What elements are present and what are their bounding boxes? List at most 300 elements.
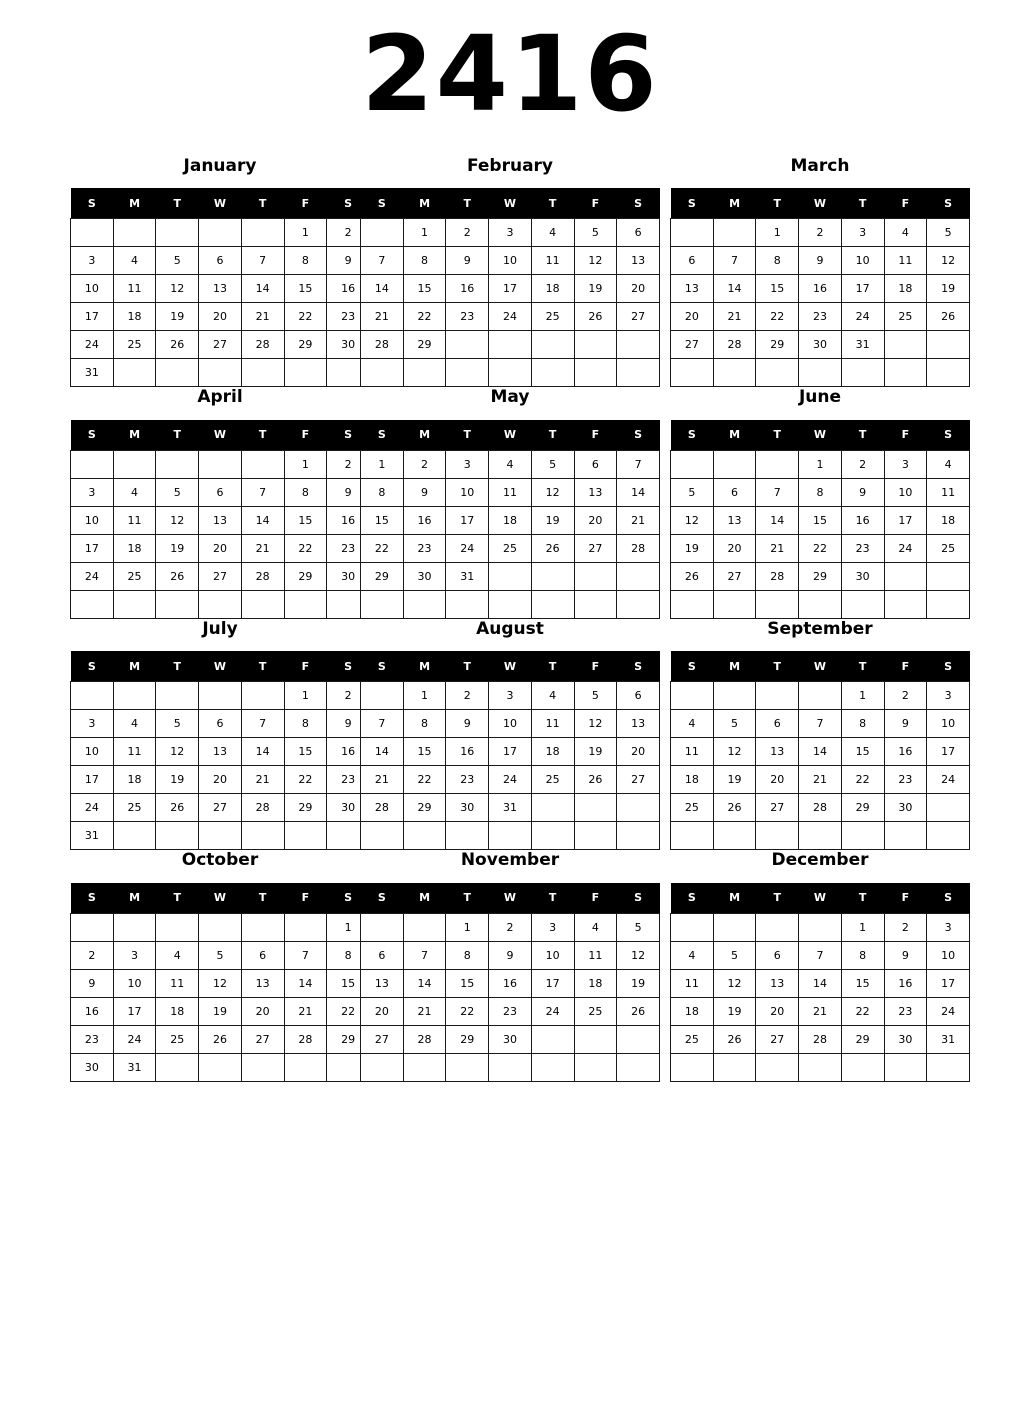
day-cell[interactable]: 30 xyxy=(403,562,446,590)
day-cell[interactable]: 17 xyxy=(446,506,489,534)
day-cell[interactable]: 25 xyxy=(113,794,156,822)
day-cell[interactable]: 6 xyxy=(617,682,660,710)
day-cell[interactable]: 2 xyxy=(884,913,927,941)
day-cell[interactable]: 30 xyxy=(489,1025,532,1053)
day-cell[interactable]: 21 xyxy=(713,303,756,331)
day-cell[interactable]: 1 xyxy=(403,219,446,247)
day-cell[interactable]: 13 xyxy=(671,275,714,303)
day-cell[interactable]: 22 xyxy=(361,534,404,562)
day-cell[interactable]: 20 xyxy=(671,303,714,331)
day-cell[interactable]: 1 xyxy=(446,913,489,941)
day-cell[interactable]: 22 xyxy=(403,766,446,794)
day-cell[interactable]: 8 xyxy=(756,247,799,275)
day-cell[interactable]: 31 xyxy=(489,794,532,822)
day-cell[interactable]: 10 xyxy=(71,275,114,303)
day-cell[interactable]: 19 xyxy=(713,766,756,794)
day-cell[interactable]: 2 xyxy=(799,219,842,247)
day-cell[interactable]: 25 xyxy=(489,534,532,562)
day-cell[interactable]: 26 xyxy=(574,303,617,331)
day-cell[interactable]: 2 xyxy=(446,219,489,247)
day-cell[interactable]: 9 xyxy=(799,247,842,275)
day-cell[interactable]: 30 xyxy=(884,1025,927,1053)
day-cell[interactable]: 7 xyxy=(403,941,446,969)
day-cell[interactable]: 24 xyxy=(927,997,970,1025)
day-cell[interactable]: 8 xyxy=(841,710,884,738)
day-cell[interactable]: 18 xyxy=(531,738,574,766)
day-cell[interactable]: 13 xyxy=(574,478,617,506)
day-cell[interactable]: 28 xyxy=(799,1025,842,1053)
day-cell[interactable]: 4 xyxy=(884,219,927,247)
day-cell[interactable]: 14 xyxy=(799,738,842,766)
day-cell[interactable]: 19 xyxy=(156,766,199,794)
day-cell[interactable]: 23 xyxy=(327,534,370,562)
day-cell[interactable]: 25 xyxy=(671,1025,714,1053)
day-cell[interactable]: 9 xyxy=(327,478,370,506)
day-cell[interactable]: 12 xyxy=(713,969,756,997)
day-cell[interactable]: 3 xyxy=(113,941,156,969)
day-cell[interactable]: 14 xyxy=(756,506,799,534)
day-cell[interactable]: 12 xyxy=(156,506,199,534)
day-cell[interactable]: 20 xyxy=(713,534,756,562)
day-cell[interactable]: 8 xyxy=(799,478,842,506)
day-cell[interactable]: 3 xyxy=(927,913,970,941)
day-cell[interactable]: 16 xyxy=(327,506,370,534)
day-cell[interactable]: 19 xyxy=(713,997,756,1025)
day-cell[interactable]: 18 xyxy=(531,275,574,303)
day-cell[interactable]: 1 xyxy=(799,450,842,478)
day-cell[interactable]: 4 xyxy=(531,219,574,247)
day-cell[interactable]: 20 xyxy=(361,997,404,1025)
day-cell[interactable]: 15 xyxy=(284,275,327,303)
day-cell[interactable]: 27 xyxy=(574,534,617,562)
day-cell[interactable]: 6 xyxy=(199,710,242,738)
day-cell[interactable]: 21 xyxy=(403,997,446,1025)
day-cell[interactable]: 18 xyxy=(156,997,199,1025)
day-cell[interactable]: 17 xyxy=(884,506,927,534)
day-cell[interactable]: 6 xyxy=(199,478,242,506)
day-cell[interactable]: 17 xyxy=(71,303,114,331)
day-cell[interactable]: 10 xyxy=(531,941,574,969)
day-cell[interactable]: 26 xyxy=(927,303,970,331)
day-cell[interactable]: 18 xyxy=(671,997,714,1025)
day-cell[interactable]: 5 xyxy=(617,913,660,941)
day-cell[interactable]: 23 xyxy=(884,766,927,794)
day-cell[interactable]: 13 xyxy=(199,738,242,766)
day-cell[interactable]: 26 xyxy=(156,794,199,822)
day-cell[interactable]: 23 xyxy=(884,997,927,1025)
day-cell[interactable]: 4 xyxy=(113,247,156,275)
day-cell[interactable]: 30 xyxy=(841,562,884,590)
day-cell[interactable]: 20 xyxy=(199,534,242,562)
day-cell[interactable]: 28 xyxy=(241,562,284,590)
day-cell[interactable]: 28 xyxy=(361,331,404,359)
day-cell[interactable]: 26 xyxy=(713,1025,756,1053)
day-cell[interactable]: 7 xyxy=(241,478,284,506)
day-cell[interactable]: 23 xyxy=(841,534,884,562)
day-cell[interactable]: 8 xyxy=(284,710,327,738)
day-cell[interactable]: 19 xyxy=(531,506,574,534)
day-cell[interactable]: 19 xyxy=(574,275,617,303)
day-cell[interactable]: 15 xyxy=(841,969,884,997)
day-cell[interactable]: 27 xyxy=(241,1025,284,1053)
day-cell[interactable]: 9 xyxy=(71,969,114,997)
day-cell[interactable]: 24 xyxy=(71,794,114,822)
day-cell[interactable]: 7 xyxy=(241,710,284,738)
day-cell[interactable]: 26 xyxy=(199,1025,242,1053)
day-cell[interactable]: 20 xyxy=(574,506,617,534)
day-cell[interactable]: 7 xyxy=(756,478,799,506)
day-cell[interactable]: 5 xyxy=(713,710,756,738)
day-cell[interactable]: 29 xyxy=(403,794,446,822)
day-cell[interactable]: 8 xyxy=(284,478,327,506)
day-cell[interactable]: 21 xyxy=(241,534,284,562)
day-cell[interactable]: 26 xyxy=(531,534,574,562)
day-cell[interactable]: 15 xyxy=(799,506,842,534)
day-cell[interactable]: 23 xyxy=(403,534,446,562)
day-cell[interactable]: 31 xyxy=(71,822,114,850)
day-cell[interactable]: 4 xyxy=(671,710,714,738)
day-cell[interactable]: 30 xyxy=(327,331,370,359)
day-cell[interactable]: 14 xyxy=(361,738,404,766)
day-cell[interactable]: 27 xyxy=(617,303,660,331)
day-cell[interactable]: 6 xyxy=(199,247,242,275)
day-cell[interactable]: 15 xyxy=(361,506,404,534)
day-cell[interactable]: 9 xyxy=(884,710,927,738)
day-cell[interactable]: 28 xyxy=(617,534,660,562)
day-cell[interactable]: 30 xyxy=(799,331,842,359)
day-cell[interactable]: 23 xyxy=(446,766,489,794)
day-cell[interactable]: 24 xyxy=(71,331,114,359)
day-cell[interactable]: 7 xyxy=(361,710,404,738)
day-cell[interactable]: 26 xyxy=(617,997,660,1025)
day-cell[interactable]: 28 xyxy=(284,1025,327,1053)
day-cell[interactable]: 25 xyxy=(531,303,574,331)
day-cell[interactable]: 30 xyxy=(884,794,927,822)
day-cell[interactable]: 12 xyxy=(617,941,660,969)
day-cell[interactable]: 17 xyxy=(489,275,532,303)
day-cell[interactable]: 17 xyxy=(489,738,532,766)
day-cell[interactable]: 6 xyxy=(574,450,617,478)
day-cell[interactable]: 21 xyxy=(241,303,284,331)
day-cell[interactable]: 11 xyxy=(671,738,714,766)
day-cell[interactable]: 27 xyxy=(713,562,756,590)
day-cell[interactable]: 1 xyxy=(841,682,884,710)
day-cell[interactable]: 16 xyxy=(489,969,532,997)
day-cell[interactable]: 10 xyxy=(927,710,970,738)
day-cell[interactable]: 16 xyxy=(71,997,114,1025)
day-cell[interactable]: 9 xyxy=(403,478,446,506)
day-cell[interactable]: 24 xyxy=(884,534,927,562)
day-cell[interactable]: 8 xyxy=(284,247,327,275)
day-cell[interactable]: 21 xyxy=(361,303,404,331)
day-cell[interactable]: 7 xyxy=(799,710,842,738)
day-cell[interactable]: 15 xyxy=(756,275,799,303)
day-cell[interactable]: 13 xyxy=(756,738,799,766)
day-cell[interactable]: 24 xyxy=(446,534,489,562)
day-cell[interactable]: 18 xyxy=(489,506,532,534)
day-cell[interactable]: 27 xyxy=(617,766,660,794)
day-cell[interactable]: 30 xyxy=(446,794,489,822)
day-cell[interactable]: 13 xyxy=(713,506,756,534)
day-cell[interactable]: 12 xyxy=(156,275,199,303)
day-cell[interactable]: 26 xyxy=(574,766,617,794)
day-cell[interactable]: 12 xyxy=(574,710,617,738)
day-cell[interactable]: 21 xyxy=(284,997,327,1025)
day-cell[interactable]: 14 xyxy=(361,275,404,303)
day-cell[interactable]: 28 xyxy=(756,562,799,590)
day-cell[interactable]: 3 xyxy=(884,450,927,478)
day-cell[interactable]: 7 xyxy=(713,247,756,275)
day-cell[interactable]: 23 xyxy=(71,1025,114,1053)
day-cell[interactable]: 7 xyxy=(241,247,284,275)
day-cell[interactable]: 31 xyxy=(927,1025,970,1053)
day-cell[interactable]: 13 xyxy=(361,969,404,997)
day-cell[interactable]: 28 xyxy=(403,1025,446,1053)
day-cell[interactable]: 19 xyxy=(199,997,242,1025)
day-cell[interactable]: 21 xyxy=(241,766,284,794)
day-cell[interactable]: 16 xyxy=(327,738,370,766)
day-cell[interactable]: 28 xyxy=(713,331,756,359)
day-cell[interactable]: 12 xyxy=(713,738,756,766)
day-cell[interactable]: 3 xyxy=(71,247,114,275)
day-cell[interactable]: 22 xyxy=(799,534,842,562)
day-cell[interactable]: 22 xyxy=(446,997,489,1025)
day-cell[interactable]: 17 xyxy=(531,969,574,997)
day-cell[interactable]: 9 xyxy=(327,247,370,275)
day-cell[interactable]: 30 xyxy=(327,794,370,822)
day-cell[interactable]: 7 xyxy=(617,450,660,478)
day-cell[interactable]: 25 xyxy=(927,534,970,562)
day-cell[interactable]: 20 xyxy=(756,997,799,1025)
day-cell[interactable]: 28 xyxy=(241,331,284,359)
day-cell[interactable]: 29 xyxy=(284,794,327,822)
day-cell[interactable]: 11 xyxy=(531,247,574,275)
day-cell[interactable]: 15 xyxy=(403,275,446,303)
day-cell[interactable]: 18 xyxy=(927,506,970,534)
day-cell[interactable]: 19 xyxy=(156,303,199,331)
day-cell[interactable]: 22 xyxy=(284,766,327,794)
day-cell[interactable]: 19 xyxy=(671,534,714,562)
day-cell[interactable]: 3 xyxy=(446,450,489,478)
day-cell[interactable]: 10 xyxy=(489,710,532,738)
day-cell[interactable]: 6 xyxy=(241,941,284,969)
day-cell[interactable]: 4 xyxy=(113,710,156,738)
day-cell[interactable]: 16 xyxy=(884,969,927,997)
day-cell[interactable]: 14 xyxy=(403,969,446,997)
day-cell[interactable]: 13 xyxy=(199,275,242,303)
day-cell[interactable]: 12 xyxy=(156,738,199,766)
day-cell[interactable]: 13 xyxy=(756,969,799,997)
day-cell[interactable]: 3 xyxy=(489,219,532,247)
day-cell[interactable]: 16 xyxy=(446,738,489,766)
day-cell[interactable]: 2 xyxy=(71,941,114,969)
day-cell[interactable]: 15 xyxy=(841,738,884,766)
day-cell[interactable]: 11 xyxy=(156,969,199,997)
day-cell[interactable]: 4 xyxy=(531,682,574,710)
day-cell[interactable]: 4 xyxy=(156,941,199,969)
day-cell[interactable]: 2 xyxy=(327,682,370,710)
day-cell[interactable]: 9 xyxy=(446,247,489,275)
day-cell[interactable]: 15 xyxy=(327,969,370,997)
day-cell[interactable]: 17 xyxy=(927,738,970,766)
day-cell[interactable]: 23 xyxy=(489,997,532,1025)
day-cell[interactable]: 11 xyxy=(884,247,927,275)
day-cell[interactable]: 19 xyxy=(156,534,199,562)
day-cell[interactable]: 18 xyxy=(113,534,156,562)
day-cell[interactable]: 17 xyxy=(71,766,114,794)
day-cell[interactable]: 12 xyxy=(531,478,574,506)
day-cell[interactable]: 16 xyxy=(884,738,927,766)
day-cell[interactable]: 2 xyxy=(403,450,446,478)
day-cell[interactable]: 27 xyxy=(361,1025,404,1053)
day-cell[interactable]: 27 xyxy=(199,331,242,359)
day-cell[interactable]: 1 xyxy=(327,913,370,941)
day-cell[interactable]: 25 xyxy=(574,997,617,1025)
day-cell[interactable]: 6 xyxy=(671,247,714,275)
day-cell[interactable]: 29 xyxy=(841,794,884,822)
day-cell[interactable]: 5 xyxy=(156,247,199,275)
day-cell[interactable]: 29 xyxy=(403,331,446,359)
day-cell[interactable]: 6 xyxy=(713,478,756,506)
day-cell[interactable]: 18 xyxy=(884,275,927,303)
day-cell[interactable]: 20 xyxy=(617,738,660,766)
day-cell[interactable]: 11 xyxy=(113,275,156,303)
day-cell[interactable]: 3 xyxy=(927,682,970,710)
day-cell[interactable]: 19 xyxy=(617,969,660,997)
day-cell[interactable]: 14 xyxy=(713,275,756,303)
day-cell[interactable]: 21 xyxy=(617,506,660,534)
day-cell[interactable]: 12 xyxy=(927,247,970,275)
day-cell[interactable]: 13 xyxy=(617,247,660,275)
day-cell[interactable]: 14 xyxy=(241,275,284,303)
day-cell[interactable]: 10 xyxy=(884,478,927,506)
day-cell[interactable]: 5 xyxy=(713,941,756,969)
day-cell[interactable]: 13 xyxy=(617,710,660,738)
day-cell[interactable]: 18 xyxy=(113,766,156,794)
day-cell[interactable]: 5 xyxy=(156,710,199,738)
day-cell[interactable]: 6 xyxy=(361,941,404,969)
day-cell[interactable]: 14 xyxy=(799,969,842,997)
day-cell[interactable]: 24 xyxy=(841,303,884,331)
day-cell[interactable]: 20 xyxy=(199,303,242,331)
day-cell[interactable]: 30 xyxy=(327,562,370,590)
day-cell[interactable]: 14 xyxy=(284,969,327,997)
day-cell[interactable]: 25 xyxy=(671,794,714,822)
day-cell[interactable]: 28 xyxy=(241,794,284,822)
day-cell[interactable]: 8 xyxy=(446,941,489,969)
day-cell[interactable]: 3 xyxy=(71,710,114,738)
day-cell[interactable]: 9 xyxy=(446,710,489,738)
day-cell[interactable]: 17 xyxy=(113,997,156,1025)
day-cell[interactable]: 23 xyxy=(799,303,842,331)
day-cell[interactable]: 25 xyxy=(156,1025,199,1053)
day-cell[interactable]: 29 xyxy=(756,331,799,359)
day-cell[interactable]: 23 xyxy=(327,766,370,794)
day-cell[interactable]: 8 xyxy=(403,710,446,738)
day-cell[interactable]: 22 xyxy=(403,303,446,331)
day-cell[interactable]: 22 xyxy=(284,534,327,562)
day-cell[interactable]: 25 xyxy=(113,331,156,359)
day-cell[interactable]: 31 xyxy=(841,331,884,359)
day-cell[interactable]: 23 xyxy=(327,303,370,331)
day-cell[interactable]: 4 xyxy=(671,941,714,969)
day-cell[interactable]: 18 xyxy=(113,303,156,331)
day-cell[interactable]: 18 xyxy=(574,969,617,997)
day-cell[interactable]: 28 xyxy=(799,794,842,822)
day-cell[interactable]: 8 xyxy=(327,941,370,969)
day-cell[interactable]: 9 xyxy=(489,941,532,969)
day-cell[interactable]: 10 xyxy=(113,969,156,997)
day-cell[interactable]: 31 xyxy=(113,1053,156,1081)
day-cell[interactable]: 27 xyxy=(756,794,799,822)
day-cell[interactable]: 21 xyxy=(756,534,799,562)
day-cell[interactable]: 11 xyxy=(671,969,714,997)
day-cell[interactable]: 25 xyxy=(531,766,574,794)
day-cell[interactable]: 26 xyxy=(156,562,199,590)
day-cell[interactable]: 9 xyxy=(327,710,370,738)
day-cell[interactable]: 27 xyxy=(671,331,714,359)
day-cell[interactable]: 9 xyxy=(884,941,927,969)
day-cell[interactable]: 24 xyxy=(531,997,574,1025)
day-cell[interactable]: 2 xyxy=(841,450,884,478)
day-cell[interactable]: 23 xyxy=(446,303,489,331)
day-cell[interactable]: 16 xyxy=(841,506,884,534)
day-cell[interactable]: 5 xyxy=(199,941,242,969)
day-cell[interactable]: 7 xyxy=(799,941,842,969)
day-cell[interactable]: 27 xyxy=(199,562,242,590)
day-cell[interactable]: 5 xyxy=(574,682,617,710)
day-cell[interactable]: 16 xyxy=(799,275,842,303)
day-cell[interactable]: 31 xyxy=(446,562,489,590)
day-cell[interactable]: 29 xyxy=(446,1025,489,1053)
day-cell[interactable]: 11 xyxy=(489,478,532,506)
day-cell[interactable]: 15 xyxy=(284,738,327,766)
day-cell[interactable]: 5 xyxy=(671,478,714,506)
day-cell[interactable]: 2 xyxy=(489,913,532,941)
day-cell[interactable]: 16 xyxy=(446,275,489,303)
day-cell[interactable]: 4 xyxy=(574,913,617,941)
day-cell[interactable]: 7 xyxy=(284,941,327,969)
day-cell[interactable]: 21 xyxy=(361,766,404,794)
day-cell[interactable]: 4 xyxy=(489,450,532,478)
day-cell[interactable]: 12 xyxy=(671,506,714,534)
day-cell[interactable]: 22 xyxy=(841,766,884,794)
day-cell[interactable]: 24 xyxy=(489,303,532,331)
day-cell[interactable]: 3 xyxy=(71,478,114,506)
day-cell[interactable]: 22 xyxy=(841,997,884,1025)
day-cell[interactable]: 19 xyxy=(927,275,970,303)
day-cell[interactable]: 1 xyxy=(403,682,446,710)
day-cell[interactable]: 8 xyxy=(841,941,884,969)
day-cell[interactable]: 15 xyxy=(284,506,327,534)
day-cell[interactable]: 29 xyxy=(361,562,404,590)
day-cell[interactable]: 11 xyxy=(927,478,970,506)
day-cell[interactable]: 27 xyxy=(756,1025,799,1053)
day-cell[interactable]: 8 xyxy=(403,247,446,275)
day-cell[interactable]: 20 xyxy=(199,766,242,794)
day-cell[interactable]: 5 xyxy=(531,450,574,478)
day-cell[interactable]: 1 xyxy=(841,913,884,941)
day-cell[interactable]: 1 xyxy=(284,682,327,710)
day-cell[interactable]: 8 xyxy=(361,478,404,506)
day-cell[interactable]: 10 xyxy=(841,247,884,275)
day-cell[interactable]: 15 xyxy=(403,738,446,766)
day-cell[interactable]: 12 xyxy=(574,247,617,275)
day-cell[interactable]: 6 xyxy=(756,710,799,738)
day-cell[interactable]: 26 xyxy=(156,331,199,359)
day-cell[interactable]: 3 xyxy=(531,913,574,941)
day-cell[interactable]: 10 xyxy=(446,478,489,506)
